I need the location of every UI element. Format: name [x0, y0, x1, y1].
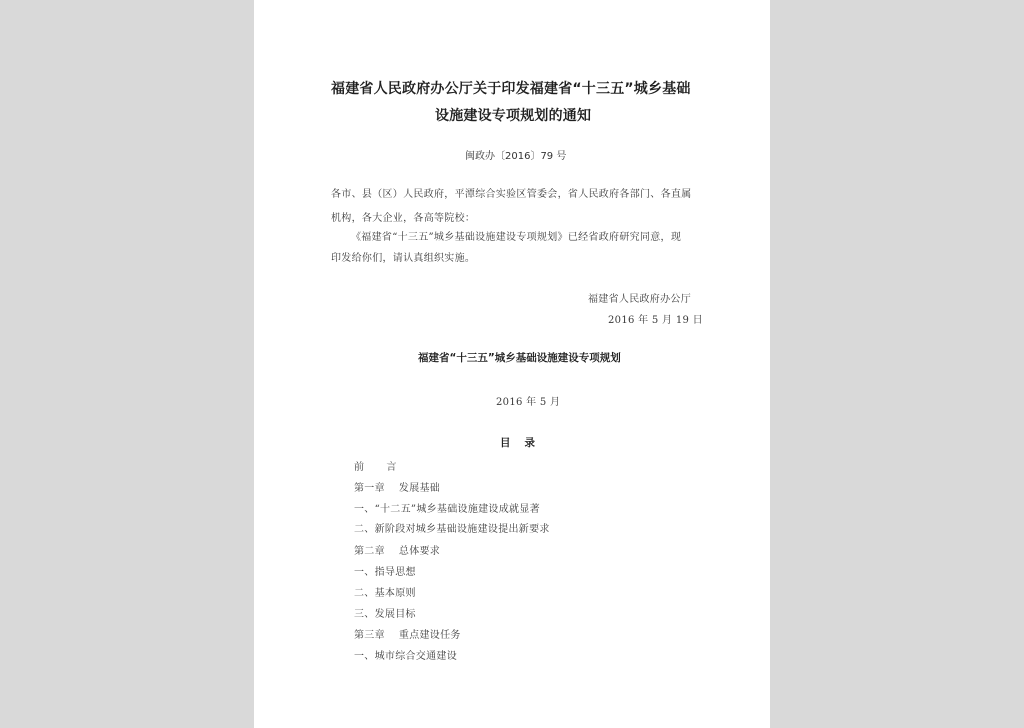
plan-date: 2016 年 5 月: [496, 397, 561, 408]
sign-date: 2016 年 5 月 19 日: [608, 315, 703, 326]
toc-item-prefix: 第三章: [354, 630, 385, 641]
notice-title-line-2: 设施建设专项规划的通知: [435, 108, 592, 124]
addressee-line-2: 机构，各大企业，各高等院校：: [331, 213, 476, 224]
toc-heading: 目录: [500, 437, 549, 449]
toc-item: [354, 563, 416, 578]
toc-item-prefix: 第一章: [354, 483, 385, 494]
toc-item: [354, 584, 416, 599]
document-number: 闽政办〔2016〕79 号: [465, 151, 567, 162]
toc-item-text: 一、“十二五”城乡基础设施建设成就显著: [354, 504, 540, 515]
toc-item-text: 重点建设任务: [398, 630, 461, 641]
toc-item: [354, 647, 457, 662]
toc-item: [354, 458, 397, 473]
toc-item-text: 言: [386, 462, 397, 473]
toc-item: [354, 542, 440, 557]
toc-item: [354, 626, 461, 641]
signer: 福建省人民政府办公厅: [588, 294, 691, 305]
toc-item: [354, 520, 550, 535]
toc-item-text: 二、新阶段对城乡基础设施建设提出新要求: [354, 524, 550, 535]
plan-title: 福建省“十三五”城乡基础设施建设专项规划: [418, 352, 621, 364]
body-line-1: 《福建省“十三五”城乡基础设施建设专项规划》已经省政府研究同意，现: [351, 232, 682, 243]
toc-item: [354, 605, 416, 620]
body-line-2: 印发给你们，请认真组织实施。: [331, 253, 476, 264]
notice-title-line-1: 福建省人民政府办公厅关于印发福建省“十三五”城乡基础: [331, 81, 691, 97]
toc-item-text: 一、指导思想: [354, 567, 416, 578]
addressee-line-1: 各市、县（区）人民政府，平潭综合实验区管委会，省人民政府各部门、各直属: [331, 189, 692, 200]
toc-item-text: 总体要求: [398, 546, 441, 557]
toc-item-prefix: 第二章: [354, 546, 385, 557]
document-page: [254, 0, 770, 728]
toc-item-text: 发展基础: [398, 483, 441, 494]
toc-item: [354, 500, 540, 515]
toc-item-prefix: 前: [354, 462, 365, 473]
toc-item-text: 二、基本原则: [354, 588, 416, 599]
toc-item: [354, 479, 440, 494]
toc-item-text: 一、城市综合交通建设: [354, 651, 457, 662]
toc-item-text: 三、发展目标: [354, 609, 416, 620]
